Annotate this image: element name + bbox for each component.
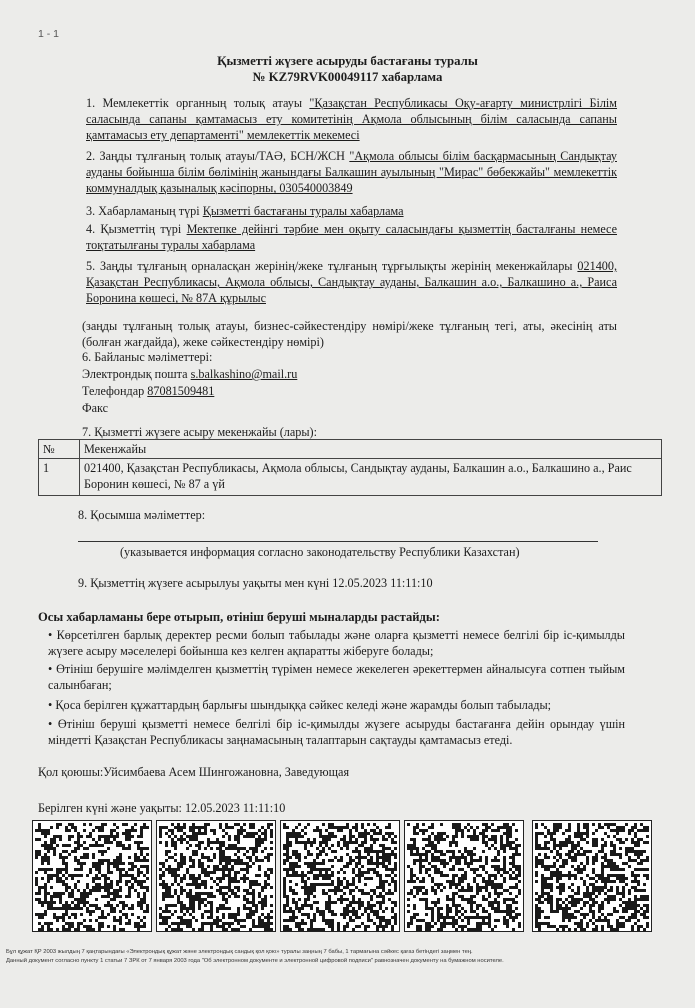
page-number: 1 - 1 — [38, 28, 60, 40]
issued-datetime: Берілген күні және уақыты: 12.05.2023 11:11:10 — [38, 801, 286, 815]
phone-label: Телефондар — [82, 384, 145, 398]
qr-code-icon — [404, 820, 524, 932]
declaration-bullet: • Өтініш берушіге мәлімделген қызметтің түрімен немесе жекелеген әрекеттермен айналысуға сотпен тыйым салынбаған; — [48, 662, 625, 693]
declaration-bullet: • Көрсетілген барлық деректер ресми болып табылады және оларға қызметті немесе белгілі бір іс-қимылды жүзеге асыру мәселелері бойынша кез келген ақпаратты жіберуге болады; — [48, 628, 625, 659]
item-9 — [78, 575, 433, 591]
email-link[interactable]: s.balkashino@mail.ru — [190, 367, 298, 381]
item-5-note: (заңды тұлғаның толық атауы, бизнес-сәйкестендіру нөмірі/жеке тұлғаның тегі, аты, әкесінің аты (болған жағдайда), жеке сәйкестендіру нөмірі) — [82, 319, 617, 350]
footer-kz: Бұл құжат ҚР 2003 жылдың 7 қаңтарындағы «Электрондық құжат және электрондық сандық қол қою» туралы заңның 7 бабы, 1 тармағына сәйкес қағаз бетіндегі заңмен тең. — [6, 949, 473, 955]
qr-code-icon — [532, 820, 652, 932]
phone-value: 87081509481 — [147, 384, 215, 398]
title-line-1: Қызметті жүзеге асыруды бастағаны туралы — [217, 54, 478, 68]
qr-code-strip — [32, 820, 666, 932]
signature-line: Қол қоюшы:Уйсимбаева Асем Шингожановна, Заведующая — [38, 765, 350, 779]
footer-ru: Данный документ согласно пункту 1 статьи 7 ЗРК от 7 января 2003 года "Об электронном документе и электронной цифровой подписи" равнозначен документу на бумажном носителе. — [6, 958, 504, 964]
email-label: Электрондық пошта — [82, 367, 188, 381]
item-4 — [86, 221, 617, 253]
declaration-bullet: • Қоса берілген құжаттардың барлығы шындыққа сәйкес келеді және жарамды болып табылады; — [48, 698, 552, 712]
item-1 — [86, 95, 617, 144]
declaration-bullet: • Өтініш беруші қызметті немесе белгілі бір іс-қимылды жүзеге асыруды бастағанға дейін орындау үшін міндетті Қазақстан Республикасы заңнамасының талаптарын сақтауды қамтамасыз етеді. — [48, 717, 625, 748]
item-9-label: 9. Қызметтің жүзеге асырылуы уақыты мен күні — [78, 576, 330, 590]
address-table — [38, 439, 662, 496]
item-3-value: Қызметті бастағаны туралы хабарлама — [202, 204, 404, 218]
qr-code-icon — [156, 820, 276, 932]
item-3 — [86, 203, 617, 219]
table-header-cell: Мекенжайы — [80, 440, 662, 459]
item-6-label: 6. Байланыс мәліметтері: — [82, 350, 213, 364]
item-8-label: 8. Қосымша мәліметтер: — [78, 508, 206, 522]
item-4-label: 4. Қызметтің түрі — [86, 222, 182, 236]
phone-row — [82, 383, 214, 399]
table-header-row — [39, 440, 662, 459]
item-2 — [86, 148, 617, 197]
qr-code-icon — [280, 820, 400, 932]
item-7-label: 7. Қызметті жүзеге асыру мекенжайы (лары): — [82, 425, 318, 439]
item-1-value: "Қазақстан Республикасы Оқу-ағарту министрлігі Білім саласында сапаны қамтамасыз ету комитетінің Ақмола облысының білім саласында сапаны қамтамасыз ету департаменті" мемлекеттік мекемесі — [86, 96, 618, 143]
item-1-label: 1. Мемлекеттік органның толық атауы — [86, 96, 303, 110]
item-3-label: 3. Хабарламаның түрі — [86, 204, 200, 218]
table-cell: 1 — [39, 459, 80, 496]
item-5-value: 021400, Қазақстан Республикасы, Ақмола облысы, Сандықтау ауданы, Балкашин а.о., Балкашино а., Раиса Боронина көшесі, № 87А құрылыс — [86, 259, 618, 306]
fax-label: Факс — [82, 401, 109, 415]
item-5 — [86, 258, 617, 307]
title-line-2: № KZ79RVK00049117 хабарлама — [252, 70, 443, 84]
table-header-cell: № — [39, 440, 80, 459]
item-8-note: (указывается информация согласно законодательству Республики Казахстан) — [120, 545, 520, 559]
document-title — [0, 53, 695, 85]
table-row — [39, 459, 662, 496]
item-9-value: 12.05.2023 11:11:10 — [332, 576, 433, 590]
email-row — [82, 366, 297, 382]
item-4-value: Мектепке дейінгі тәрбие мен оқыту саласындағы қызметтің басталғаны немесе тоқтатылғаны туралы хабарлама — [86, 222, 618, 253]
divider-line — [78, 541, 598, 542]
declaration-title: Осы хабарламаны бере отырып, өтініш беруші мыналарды растайды: — [38, 610, 440, 624]
legal-footer — [0, 948, 695, 966]
item-5-label: 5. Заңды тұлғаның орналасқан жерінің/жеке тұлғаның тұрғылықты жерінің мекенжайлары — [86, 259, 573, 273]
item-2-label: 2. Заңды тұлғаның толық атауы/ТАӘ, БСН/ЖСН — [86, 149, 345, 163]
item-2-value: "Ақмола облысы білім басқармасының Сандықтау ауданы бойынша білім бөлімінің жанындағы Балкашин ауылының "Мирас" бөбекжайы" мемлекеттік коммуналдық қазыналық кәсіпорны, 030540003849 — [86, 149, 617, 196]
table-cell: 021400, Қазақстан Республикасы, Ақмола облысы, Сандықтау ауданы, Балкашин а.о., Балкашино а., Раис Боронин көшесі, № 87 а үй — [80, 459, 662, 496]
qr-code-icon — [32, 820, 152, 932]
